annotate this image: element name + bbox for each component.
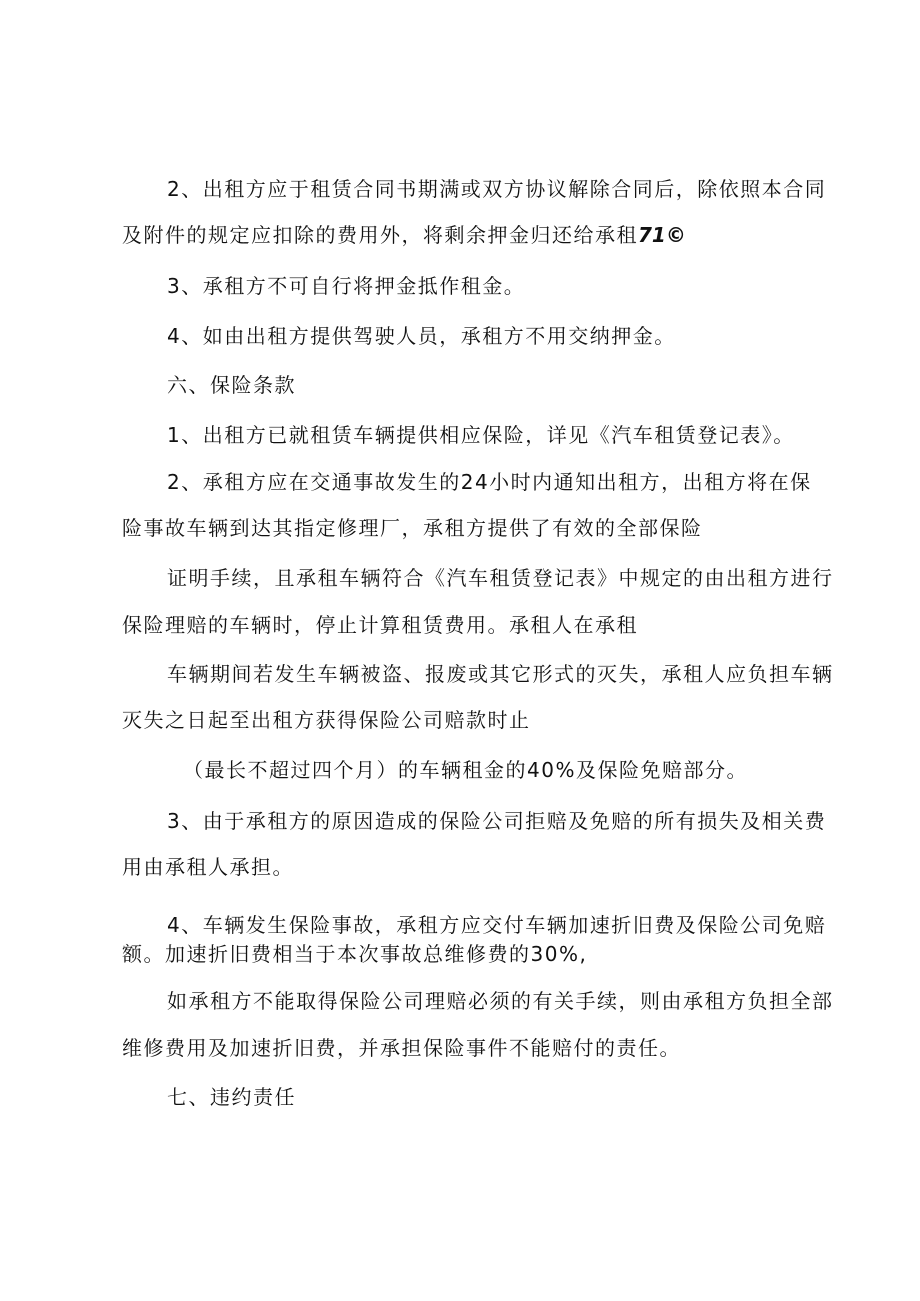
clause-6-2-line-2: 险事故车辆到达其指定修理厂，承租方提供了有效的全部保险 (122, 516, 703, 540)
clause-5-4: 4、如由出租方提供驾驶人员，承租方不用交纳押金。 (167, 324, 676, 348)
clause-6-1: 1、出租方已就租赁车辆提供相应保险，详见《汽车租赁登记表》。 (167, 423, 795, 447)
section-heading-breach: 七、违约责任 (167, 1085, 296, 1109)
section-heading-insurance: 六、保险条款 (167, 373, 296, 397)
clause-6-4-line-4: 维修费用及加速折旧费，并承担保险事件不能赔付的责任。 (122, 1036, 681, 1060)
clause-6-4-line-2: 额。加速折旧费相当于本次事故总维修费的30%, (122, 942, 588, 966)
clause-6-2-line-6: 灭失之日起至出租方获得保险公司赔款时止 (122, 708, 531, 732)
clause-6-2-line-3: 证明手续，且承租车辆符合《汽车租赁登记表》中规定的由出租方进行 (167, 566, 834, 590)
clause-5-2-line-1: 2、出租方应于租赁合同书期满或双方协议解除合同后，除依照本合同 (167, 177, 827, 201)
ocr-artifact-text: 71© (638, 223, 686, 247)
clause-5-2-line-2-text: 及附件的规定应扣除的费用外，将剩余押金归还给承租 (122, 223, 638, 247)
clause-5-3: 3、承租方不可自行将押金抵作租金。 (167, 274, 526, 298)
clause-6-4-line-3: 如承租方不能取得保险公司理赔必须的有关手续，则由承租方负担全部 (167, 989, 834, 1013)
clause-6-2-line-1: 2、承租方应在交通事故发生的24小时内通知出租方，出租方将在保 (167, 470, 812, 494)
clause-6-3-line-2: 用由承租人承担。 (122, 855, 294, 879)
clause-6-2-line-4: 保险理赔的车辆时，停止计算租赁费用。承租人在承租 (122, 613, 638, 637)
clause-6-4-line-1: 4、车辆发生保险事故，承租方应交付车辆加速折旧费及保险公司免赔 (167, 913, 827, 937)
clause-6-2-line-5: 车辆期间若发生车辆被盗、报废或其它形式的灭失，承租人应负担车辆 (167, 662, 834, 686)
clause-5-2-line-2 (122, 222, 686, 248)
clause-6-2-line-7: （最长不超过四个月）的车辆租金的40%及保险免赔部分。 (183, 758, 748, 782)
clause-6-3-line-1: 3、由于承租方的原因造成的保险公司拒赔及免赔的所有损失及相关费 (167, 809, 827, 833)
